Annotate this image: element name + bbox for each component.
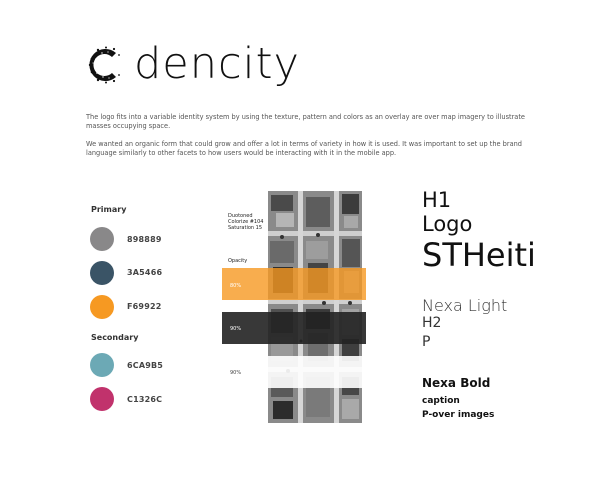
overlay-band-white: [222, 356, 366, 388]
description-paragraph-1: The logo fits into a variable identity system by using the texture, pattern and colors as an overlay are over map imagery to illustrate masses occupying space.: [86, 113, 525, 130]
secondary-label: Secondary: [91, 333, 139, 342]
type-caption: caption: [422, 396, 460, 406]
swatch-code: 6CA9B5: [127, 361, 164, 370]
duotone-line-1: Duotoned: [228, 213, 253, 219]
type-h1: H1: [422, 188, 452, 212]
type-p: P: [422, 334, 431, 350]
type-logo: Logo: [422, 212, 473, 236]
swatch-code: C1326C: [127, 395, 163, 404]
primary-label: Primary: [91, 205, 127, 214]
type-p-over-images: P-over images: [422, 410, 495, 420]
textured-c-mark-icon: [86, 45, 126, 85]
swatch-secondary-1: [90, 353, 114, 377]
swatch-secondary-2: [90, 387, 114, 411]
swatch-code: 3A5466: [127, 268, 163, 277]
band-percent: 90%: [230, 370, 242, 376]
opacity-label: Opacity: [228, 258, 248, 264]
band-percent: 90%: [230, 326, 242, 332]
description-paragraph-2: We wanted an organic form that could grow and offer a lot in terms of variety in how it is used. It was important to set up the brand language similarly to other facets to how users would be interacting with it in the mobile app.: [86, 140, 522, 157]
type-nexa-bold: Nexa Bold: [422, 376, 491, 390]
swatch-primary-3: [90, 295, 114, 319]
swatch-code: F69922: [127, 302, 162, 311]
type-nexa-light: Nexa Light: [422, 296, 508, 315]
brand-name: dencity: [134, 39, 300, 89]
swatch-code: 898889: [127, 235, 162, 244]
overlay-band-orange: [222, 268, 366, 300]
type-stheiti: STHeiti: [422, 236, 536, 274]
swatch-primary-1: [90, 227, 114, 251]
band-percent: 80%: [230, 283, 242, 289]
type-h2: H2: [422, 315, 442, 331]
duotone-line-2: Colorize #104: [228, 219, 264, 225]
duotone-line-3: Saturation 15: [228, 225, 263, 231]
swatch-primary-2: [90, 261, 114, 285]
city-aerial-image: [268, 191, 362, 423]
overlay-band-dark: [222, 312, 366, 344]
